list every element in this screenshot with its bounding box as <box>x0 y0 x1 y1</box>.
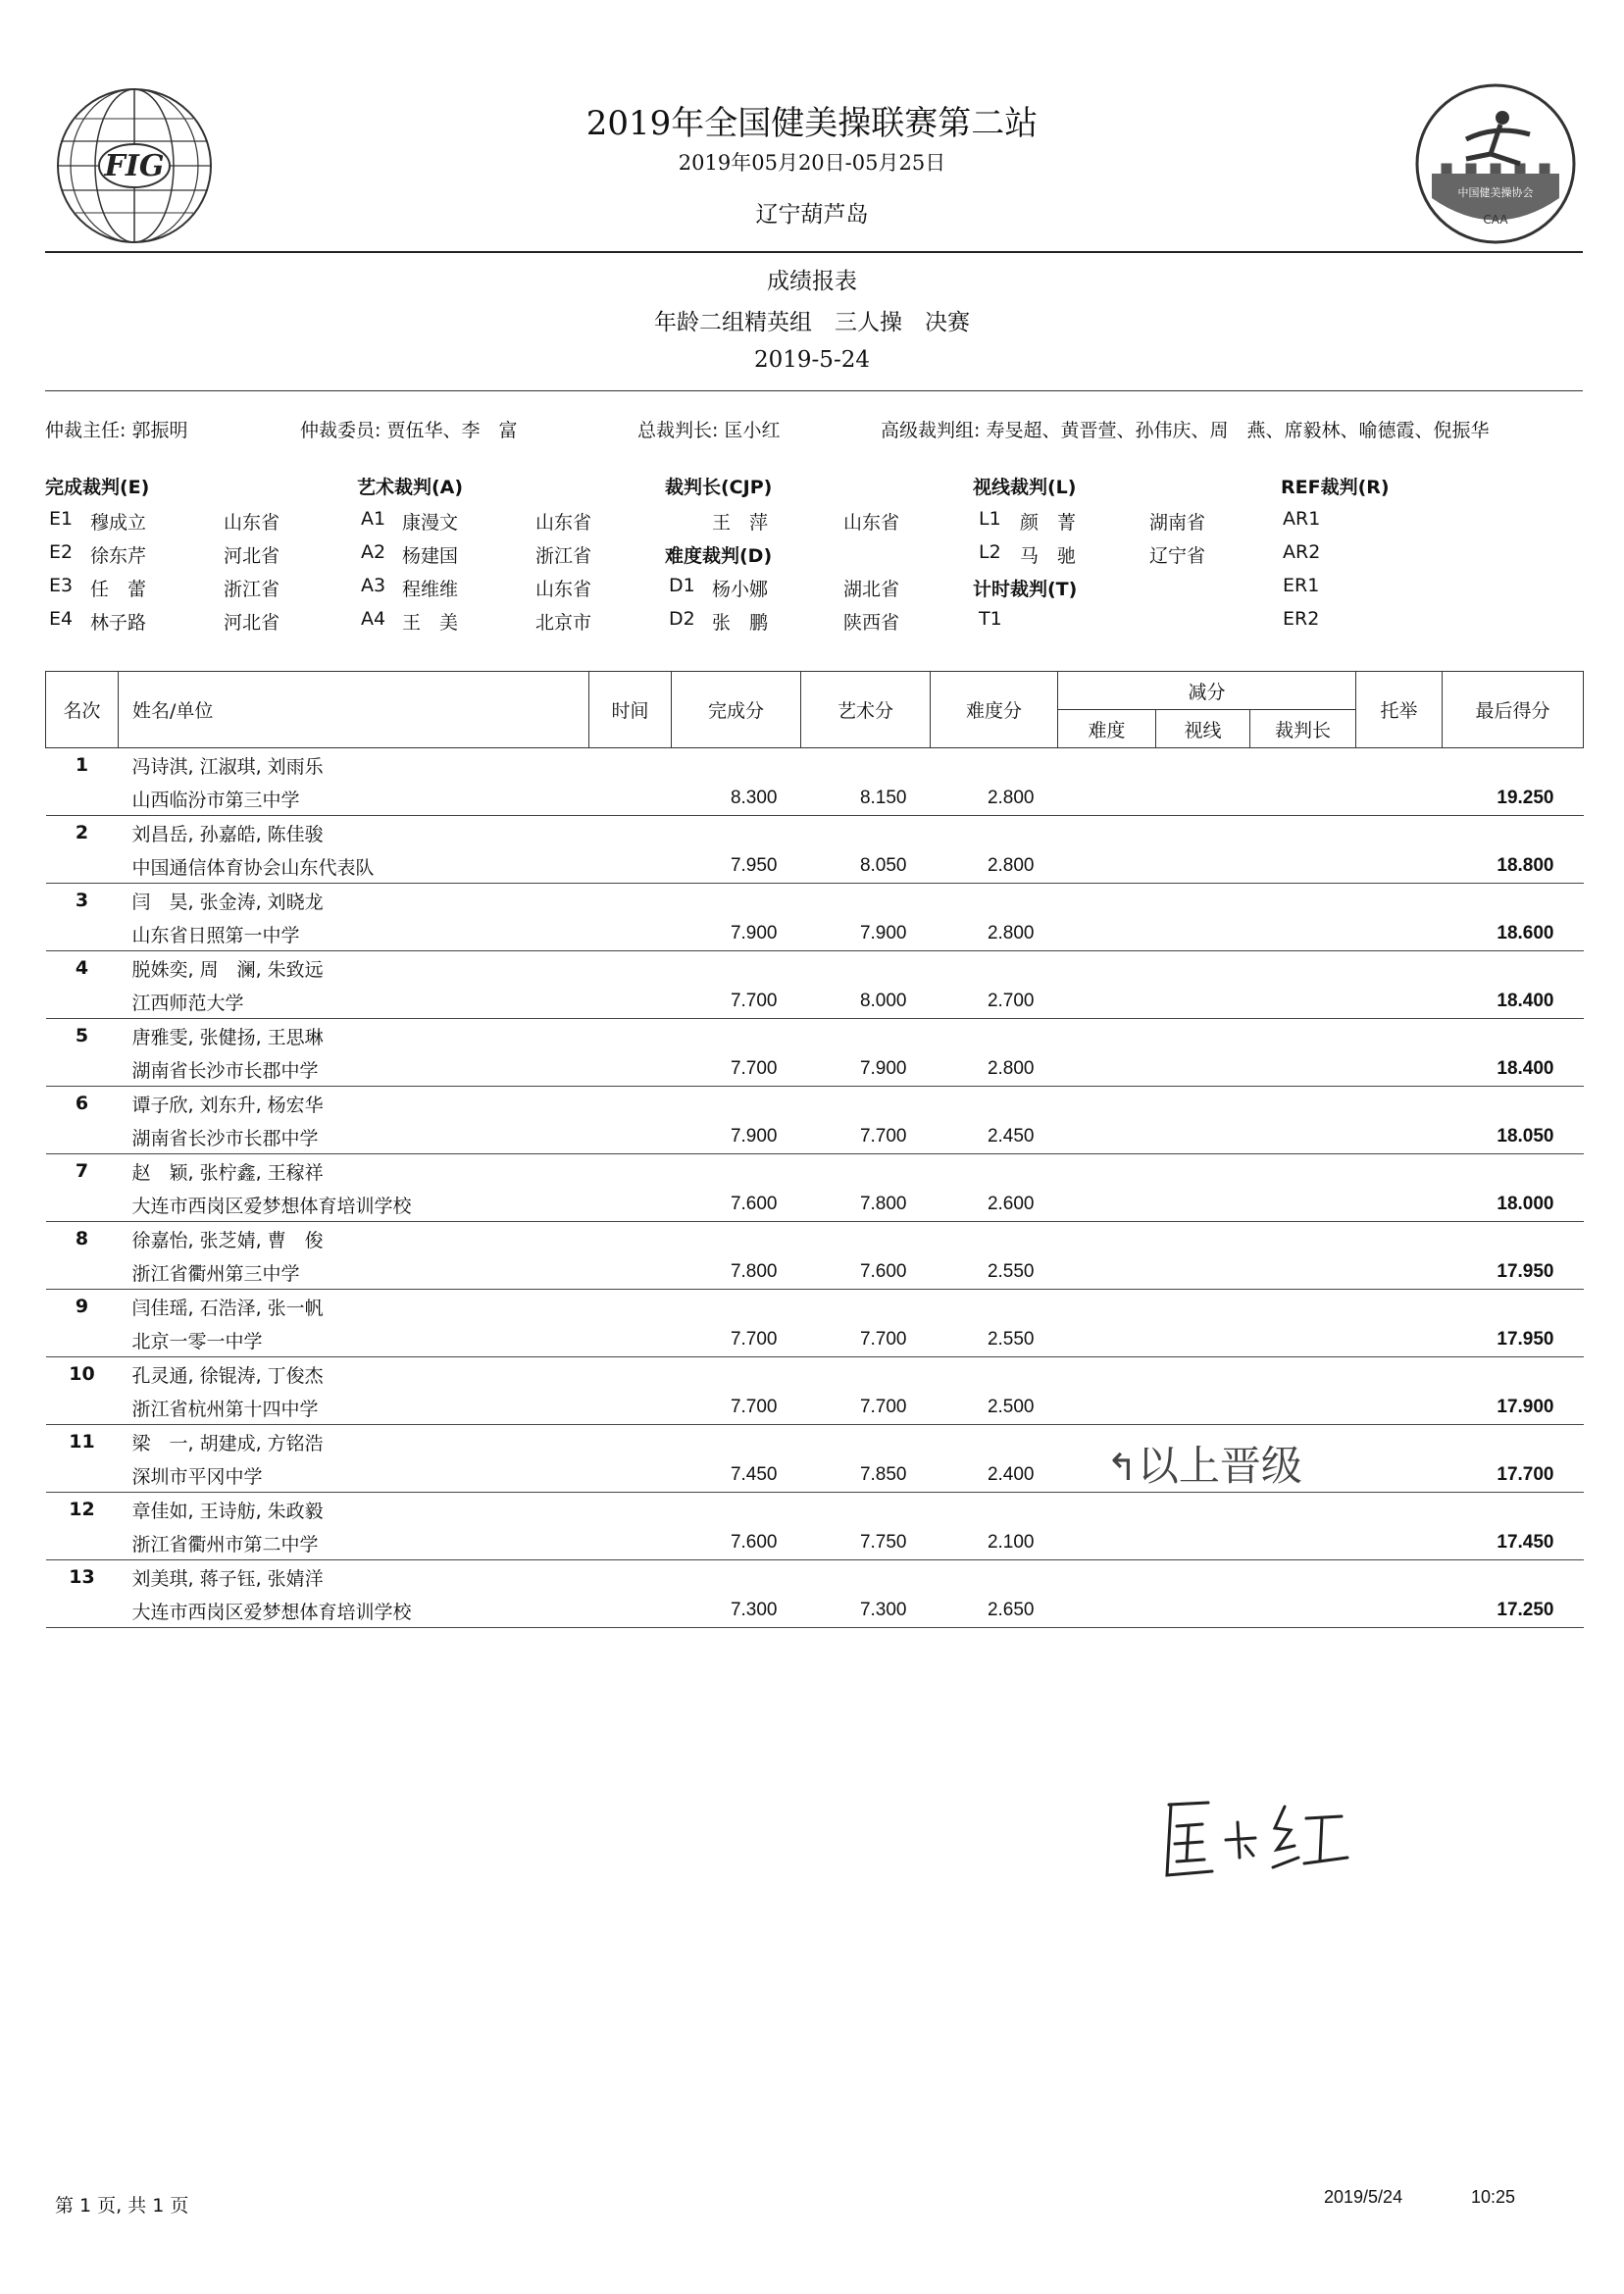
unit-cell: 江西师范大学 <box>119 985 589 1019</box>
time-cell <box>589 1458 672 1493</box>
diff-score: 2.100 <box>931 1526 1058 1560</box>
rank-cell: 1 <box>75 754 89 776</box>
empty-cell <box>46 1594 119 1628</box>
head-judge: 总裁判长: 匡小红 <box>637 420 781 441</box>
unit-cell: 浙江省衢州第三中学 <box>119 1255 589 1290</box>
time-cell <box>589 985 672 1019</box>
ded-cjp-cell <box>1250 849 1356 884</box>
report-date: 2019-5-24 <box>754 347 870 373</box>
art-score: 7.750 <box>801 1526 931 1560</box>
lift-cell <box>1356 1526 1443 1560</box>
empty-cell <box>46 1255 119 1290</box>
time-cell <box>589 782 672 816</box>
judge-code: D1 <box>669 575 695 596</box>
judge-province: 北京市 <box>535 612 592 634</box>
rank-cell: 13 <box>69 1566 95 1588</box>
exec-score: 7.900 <box>672 1120 801 1154</box>
table-row-detail <box>46 1526 1584 1560</box>
final-score: 17.900 <box>1443 1391 1584 1425</box>
rank-cell: 6 <box>75 1093 89 1114</box>
table-row-detail <box>46 1255 1584 1290</box>
print-date: 2019/5/24 <box>1324 2187 1403 2207</box>
table-row-detail <box>46 1391 1584 1425</box>
empty-cell <box>46 849 119 884</box>
diff-score: 2.650 <box>931 1594 1058 1628</box>
rank-cell: 4 <box>75 957 89 979</box>
unit-cell: 深圳市平冈中学 <box>119 1458 589 1493</box>
rank-cell: 11 <box>69 1431 95 1453</box>
ded-cjp-cell <box>1250 1052 1356 1087</box>
final-score: 18.000 <box>1443 1188 1584 1222</box>
unit-cell: 浙江省衢州市第二中学 <box>119 1526 589 1560</box>
page-indicator: 第 1 页, 共 1 页 <box>55 2195 189 2217</box>
judge-code: A1 <box>361 508 386 530</box>
judge-code: E4 <box>49 608 74 630</box>
lift-cell <box>1356 1323 1443 1357</box>
table-row <box>46 1493 1584 1527</box>
table-row <box>46 1290 1584 1324</box>
judge-province: 山东省 <box>535 579 592 600</box>
final-score: 19.250 <box>1443 782 1584 816</box>
table-row-detail <box>46 1458 1584 1493</box>
lift-cell <box>1356 917 1443 951</box>
time-cell <box>589 1323 672 1357</box>
results-table <box>45 671 1584 1628</box>
judge-province: 河北省 <box>224 545 280 567</box>
artistic-header: 艺术裁判(A) <box>357 477 464 498</box>
table-row-detail <box>46 985 1584 1019</box>
ded-line-cell <box>1156 1391 1250 1425</box>
judge-name: 马 驰 <box>1020 545 1077 567</box>
athlete-names: 谭子欣, 刘东升, 杨宏华 <box>131 1094 324 1116</box>
senior-judges: 高级裁判组: 寿旻超、黄晋萱、孙伟庆、周 燕、席毅林、喻德霞、倪振华 <box>881 420 1490 441</box>
judge-province: 河北省 <box>224 612 280 634</box>
judge-province: 浙江省 <box>224 579 280 600</box>
table-row-detail <box>46 1052 1584 1087</box>
time-cell <box>589 1391 672 1425</box>
athlete-names: 闫佳瑶, 石浩泽, 张一帆 <box>131 1297 324 1319</box>
judge-name: 杨小娜 <box>712 579 769 600</box>
rank-cell: 3 <box>75 890 89 911</box>
table-row <box>46 748 1584 783</box>
final-score: 18.400 <box>1443 1052 1584 1087</box>
exec-score: 8.300 <box>672 782 801 816</box>
lift-cell <box>1356 1391 1443 1425</box>
ded-cjp-cell <box>1250 1594 1356 1628</box>
ded-cjp-cell <box>1250 1526 1356 1560</box>
difficulty-header: 难度裁判(D) <box>665 545 773 567</box>
ref-header: REF裁判(R) <box>1281 477 1390 498</box>
art-score: 7.850 <box>801 1458 931 1493</box>
empty-cell <box>46 1120 119 1154</box>
ref-code: AR2 <box>1283 541 1321 563</box>
exec-score: 7.700 <box>672 1052 801 1087</box>
ded-cjp-cell <box>1250 782 1356 816</box>
empty-cell <box>46 1052 119 1087</box>
empty-cell <box>46 985 119 1019</box>
judge-province: 山东省 <box>224 512 280 534</box>
judge-code: A4 <box>361 608 386 630</box>
final-score: 17.450 <box>1443 1526 1584 1560</box>
unit-cell: 湖南省长沙市长郡中学 <box>119 1120 589 1154</box>
table-row <box>46 1087 1584 1121</box>
header-rule <box>45 251 1583 253</box>
diff-score: 2.600 <box>931 1188 1058 1222</box>
competition-dates: 2019年05月20日-05月25日 <box>678 151 946 175</box>
ded-cjp-cell <box>1250 1255 1356 1290</box>
signature <box>1147 1785 1363 1897</box>
report-title: 成绩报表 <box>767 269 857 294</box>
ded-diff-cell <box>1058 1052 1156 1087</box>
diff-score: 2.450 <box>931 1120 1058 1154</box>
col-deductions: 减分 <box>1058 672 1356 710</box>
exec-score: 7.600 <box>672 1526 801 1560</box>
judge-code: A3 <box>361 575 386 596</box>
table-row <box>46 1154 1584 1189</box>
rank-cell: 5 <box>75 1025 89 1046</box>
rank-cell: 10 <box>69 1363 95 1385</box>
exec-score: 7.800 <box>672 1255 801 1290</box>
col-time: 时间 <box>589 672 672 748</box>
final-score: 18.050 <box>1443 1120 1584 1154</box>
ded-cjp-cell <box>1250 1188 1356 1222</box>
results-header <box>46 672 1584 748</box>
diff-score: 2.400 <box>931 1458 1058 1493</box>
rank-cell: 12 <box>69 1499 95 1520</box>
judge-province: 湖南省 <box>1149 512 1206 534</box>
col-art: 艺术分 <box>801 672 931 748</box>
cjp-province: 山东省 <box>843 512 900 534</box>
athlete-names: 章佳如, 王诗舫, 朱政毅 <box>131 1500 324 1522</box>
judge-code: L2 <box>979 541 1001 563</box>
judge-province: 湖北省 <box>843 579 900 600</box>
chief-arbiter: 仲裁主任: 郭振明 <box>45 420 188 441</box>
final-score: 18.600 <box>1443 917 1584 951</box>
unit-cell: 浙江省杭州第十四中学 <box>119 1391 589 1425</box>
lift-cell <box>1356 1052 1443 1087</box>
ref-code: ER2 <box>1283 608 1320 630</box>
rank-cell: 7 <box>75 1160 89 1182</box>
col-ded-line: 视线 <box>1156 710 1250 748</box>
empty-cell <box>46 1526 119 1560</box>
time-cell <box>589 1188 672 1222</box>
svg-text:中国健美操协会: 中国健美操协会 <box>1457 186 1534 199</box>
ded-diff-cell <box>1058 849 1156 884</box>
ded-cjp-cell <box>1250 1391 1356 1425</box>
diff-score: 2.800 <box>931 782 1058 816</box>
judge-name: 王 美 <box>402 612 459 634</box>
ded-diff-cell <box>1058 1594 1156 1628</box>
exec-score: 7.700 <box>672 1323 801 1357</box>
col-rank: 名次 <box>46 672 119 748</box>
col-exec: 完成分 <box>672 672 801 748</box>
ded-line-cell <box>1156 985 1250 1019</box>
competition-title: 2019年全国健美操联赛第二站 <box>585 104 1039 143</box>
final-score: 17.950 <box>1443 1323 1584 1357</box>
ded-diff-cell <box>1058 985 1156 1019</box>
table-row <box>46 884 1584 918</box>
athlete-names: 刘美琪, 蒋子钰, 张婧洋 <box>131 1567 324 1590</box>
up-arrow-icon: ↰ <box>1106 1446 1138 1489</box>
exec-score: 7.700 <box>672 985 801 1019</box>
rank-cell: 8 <box>75 1228 89 1249</box>
table-row <box>46 1222 1584 1256</box>
table-row-detail <box>46 849 1584 884</box>
judge-name: 徐东芹 <box>90 545 147 567</box>
execution-header: 完成裁判(E) <box>45 477 150 498</box>
col-ded-diff: 难度 <box>1058 710 1156 748</box>
lift-cell <box>1356 1458 1443 1493</box>
lift-cell <box>1356 1594 1443 1628</box>
unit-cell: 湖南省长沙市长郡中学 <box>119 1052 589 1087</box>
art-score: 7.700 <box>801 1323 931 1357</box>
time-cell <box>589 917 672 951</box>
col-lift: 托举 <box>1356 672 1443 748</box>
time-cell <box>589 849 672 884</box>
diff-score: 2.800 <box>931 849 1058 884</box>
ded-diff-cell <box>1058 1255 1156 1290</box>
judge-code: D2 <box>669 608 695 630</box>
final-score: 18.800 <box>1443 849 1584 884</box>
judge-code: E1 <box>49 508 74 530</box>
judge-name: 林子路 <box>90 612 147 634</box>
lift-cell <box>1356 1188 1443 1222</box>
results-body <box>46 748 1584 1628</box>
lift-cell <box>1356 782 1443 816</box>
ded-cjp-cell <box>1250 1120 1356 1154</box>
diff-score: 2.700 <box>931 985 1058 1019</box>
ded-diff-cell <box>1058 1323 1156 1357</box>
time-cell <box>589 1255 672 1290</box>
judge-name: 颜 菁 <box>1020 512 1077 534</box>
diff-score: 2.550 <box>931 1323 1058 1357</box>
time-header: 计时裁判(T) <box>973 579 1078 600</box>
athlete-names: 唐雅雯, 张健扬, 王思琳 <box>131 1026 324 1048</box>
unit-cell: 北京一零一中学 <box>119 1323 589 1357</box>
ded-cjp-cell <box>1250 985 1356 1019</box>
ref-code: ER1 <box>1283 575 1320 596</box>
ded-line-cell <box>1156 782 1250 816</box>
final-score: 17.700 <box>1443 1458 1584 1493</box>
empty-cell <box>46 1458 119 1493</box>
ded-line-cell <box>1156 917 1250 951</box>
final-score: 17.250 <box>1443 1594 1584 1628</box>
table-row <box>46 1357 1584 1392</box>
svg-text:CAA: CAA <box>1483 213 1508 227</box>
table-row <box>46 951 1584 986</box>
table-row <box>46 1425 1584 1459</box>
judge-code: A2 <box>361 541 386 563</box>
ded-line-cell <box>1156 849 1250 884</box>
time-cell <box>589 1120 672 1154</box>
time-cell <box>589 1052 672 1087</box>
ded-line-cell <box>1156 1188 1250 1222</box>
cjp-header: 裁判长(CJP) <box>665 477 773 498</box>
art-score: 8.000 <box>801 985 931 1019</box>
ded-line-cell <box>1156 1323 1250 1357</box>
table-row <box>46 1019 1584 1053</box>
diff-score: 2.800 <box>931 917 1058 951</box>
empty-cell <box>46 782 119 816</box>
ded-cjp-cell <box>1250 1323 1356 1357</box>
athlete-names: 孔灵通, 徐锟涛, 丁俊杰 <box>131 1364 324 1387</box>
ref-code: AR1 <box>1283 508 1321 530</box>
exec-score: 7.900 <box>672 917 801 951</box>
ded-diff-cell <box>1058 1526 1156 1560</box>
athlete-names: 徐嘉怡, 张芝婧, 曹 俊 <box>131 1229 324 1251</box>
rank-cell: 2 <box>75 822 89 843</box>
judge-name: 任 蕾 <box>90 579 147 600</box>
print-time: 10:25 <box>1471 2187 1516 2207</box>
judge-name: 程维维 <box>402 579 459 600</box>
final-score: 18.400 <box>1443 985 1584 1019</box>
jury-members: 仲裁委员: 贾伍华、李 富 <box>300 420 518 441</box>
report-rule <box>45 390 1583 391</box>
ded-diff-cell <box>1058 917 1156 951</box>
report-event: 年龄二组精英组 三人操 决赛 <box>654 310 970 335</box>
art-score: 7.900 <box>801 1052 931 1087</box>
ded-diff-cell <box>1058 782 1156 816</box>
judge-name: 穆成立 <box>90 512 147 534</box>
art-score: 7.300 <box>801 1594 931 1628</box>
table-row-detail <box>46 1323 1584 1357</box>
judge-province: 辽宁省 <box>1149 545 1206 567</box>
lift-cell <box>1356 1120 1443 1154</box>
athlete-names: 梁 一, 胡建成, 方铭浩 <box>131 1432 324 1454</box>
diff-score: 2.550 <box>931 1255 1058 1290</box>
col-diff: 难度分 <box>931 672 1058 748</box>
table-row-detail <box>46 917 1584 951</box>
unit-cell: 山东省日照第一中学 <box>119 917 589 951</box>
unit-cell: 山西临汾市第三中学 <box>119 782 589 816</box>
table-row-detail <box>46 1120 1584 1154</box>
empty-cell <box>46 917 119 951</box>
empty-cell <box>46 1391 119 1425</box>
qualification-text: 以上晋级 <box>1137 1442 1302 1490</box>
lift-cell <box>1356 1255 1443 1290</box>
ded-line-cell <box>1156 1120 1250 1154</box>
judge-code: T1 <box>979 608 1002 630</box>
exec-score: 7.600 <box>672 1188 801 1222</box>
judge-name: 张 鹏 <box>712 612 769 634</box>
lift-cell <box>1356 985 1443 1019</box>
judge-province: 浙江省 <box>535 545 592 567</box>
table-row <box>46 816 1584 850</box>
empty-cell <box>46 1188 119 1222</box>
ded-line-cell <box>1156 1526 1250 1560</box>
ded-diff-cell <box>1058 1120 1156 1154</box>
svg-text:FIG: FIG <box>104 149 165 183</box>
judge-province: 陕西省 <box>843 612 900 634</box>
ded-line-cell <box>1156 1594 1250 1628</box>
art-score: 7.900 <box>801 917 931 951</box>
athlete-names: 冯诗淇, 江淑琪, 刘雨乐 <box>131 755 324 778</box>
diff-score: 2.500 <box>931 1391 1058 1425</box>
exec-score: 7.950 <box>672 849 801 884</box>
cjp-name: 王 萍 <box>712 512 769 534</box>
judge-name: 杨建国 <box>402 545 459 567</box>
athlete-names: 赵 颖, 张柠鑫, 王稼祥 <box>131 1161 324 1184</box>
art-score: 8.150 <box>801 782 931 816</box>
art-score: 7.800 <box>801 1188 931 1222</box>
art-score: 7.700 <box>801 1391 931 1425</box>
competition-venue: 辽宁葫芦岛 <box>755 202 869 228</box>
judge-code: E3 <box>49 575 74 596</box>
unit-cell: 中国通信体育协会山东代表队 <box>119 849 589 884</box>
exec-score: 7.450 <box>672 1458 801 1493</box>
ded-line-cell <box>1156 1255 1250 1290</box>
col-final: 最后得分 <box>1443 672 1584 748</box>
empty-cell <box>46 1323 119 1357</box>
judge-code: E2 <box>49 541 74 563</box>
diff-score: 2.800 <box>931 1052 1058 1087</box>
ded-diff-cell <box>1058 1391 1156 1425</box>
line-header: 视线裁判(L) <box>973 477 1077 498</box>
athlete-names: 脱姝奕, 周 澜, 朱致远 <box>131 958 324 981</box>
rank-cell: 9 <box>75 1296 89 1317</box>
exec-score: 7.700 <box>672 1391 801 1425</box>
qualification-note <box>1106 1434 1302 1493</box>
officials-line <box>45 416 1583 445</box>
col-name: 姓名/单位 <box>119 672 589 748</box>
exec-score: 7.300 <box>672 1594 801 1628</box>
ded-cjp-cell <box>1250 917 1356 951</box>
ded-line-cell <box>1156 1052 1250 1087</box>
art-score: 8.050 <box>801 849 931 884</box>
table-row-detail <box>46 1594 1584 1628</box>
final-score: 17.950 <box>1443 1255 1584 1290</box>
unit-cell: 大连市西岗区爱梦想体育培训学校 <box>119 1594 589 1628</box>
table-row <box>46 1560 1584 1595</box>
athlete-names: 闫 昊, 张金涛, 刘晓龙 <box>131 891 324 913</box>
table-row-detail <box>46 1188 1584 1222</box>
unit-cell: 大连市西岗区爱梦想体育培训学校 <box>119 1188 589 1222</box>
col-ded-cjp: 裁判长 <box>1250 710 1356 748</box>
judge-code: L1 <box>979 508 1001 530</box>
ded-diff-cell <box>1058 1188 1156 1222</box>
time-cell <box>589 1526 672 1560</box>
time-cell <box>589 1594 672 1628</box>
table-row-detail <box>46 782 1584 816</box>
judges-panel <box>45 473 1583 639</box>
art-score: 7.600 <box>801 1255 931 1290</box>
judge-province: 山东省 <box>535 512 592 534</box>
lift-cell <box>1356 849 1443 884</box>
judge-name: 康漫文 <box>402 512 459 534</box>
athlete-names: 刘昌岳, 孙嘉皓, 陈佳骏 <box>131 823 324 845</box>
art-score: 7.700 <box>801 1120 931 1154</box>
